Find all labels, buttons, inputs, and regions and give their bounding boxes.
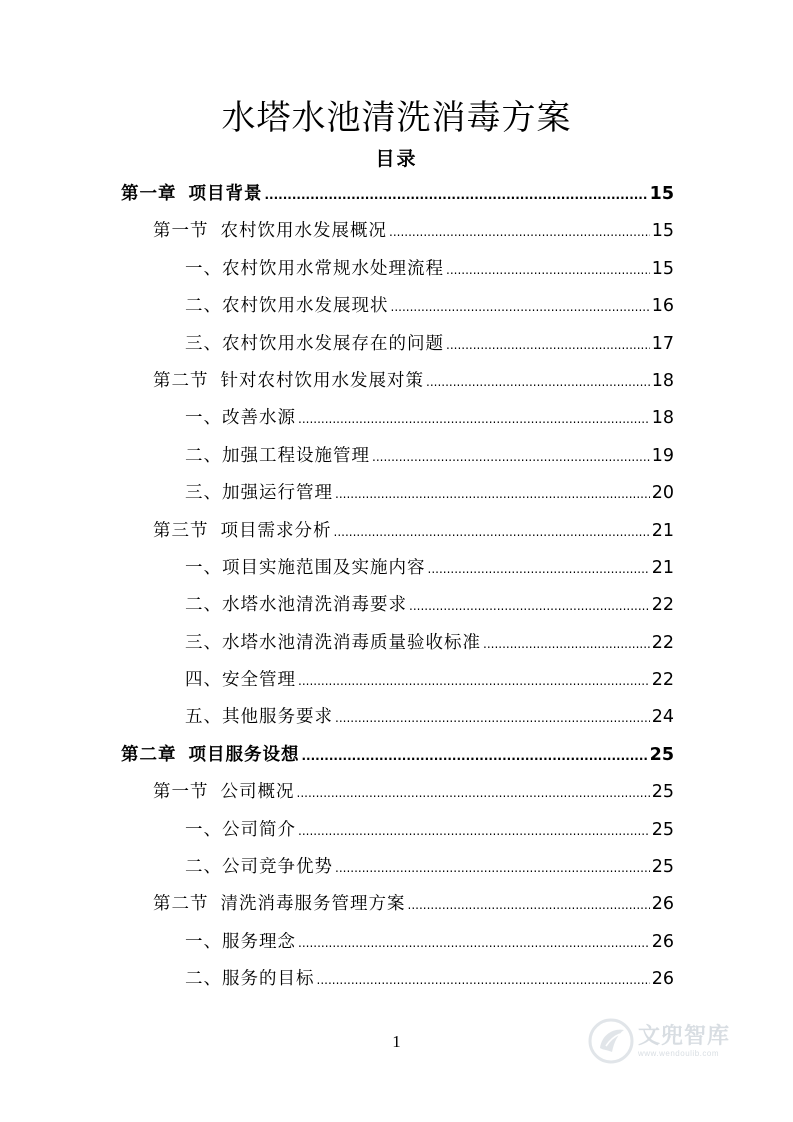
toc-entry-prefix: 二、	[185, 969, 222, 990]
toc-entry[interactable]	[121, 326, 674, 363]
toc-entry[interactable]	[121, 587, 674, 624]
toc-entry-page: 25	[651, 782, 674, 803]
toc-entry-page: 26	[651, 931, 674, 952]
toc-entry[interactable]	[121, 363, 674, 400]
toc-heading: 目录	[375, 148, 418, 170]
toc-entry-page: 18	[651, 408, 674, 429]
toc-dot-leader	[335, 475, 650, 513]
watermark-url: www.wendoulib.com	[638, 1048, 719, 1058]
toc-entry-prefix: 一、	[185, 557, 222, 578]
toc-entry[interactable]	[121, 737, 674, 774]
toc-dot-leader	[428, 550, 650, 588]
toc-entry-label	[121, 176, 263, 213]
toc-dot-leader	[317, 961, 650, 999]
toc-entry-prefix: 第二节	[153, 894, 209, 915]
toc-entry-prefix: 二、	[185, 296, 222, 317]
toc-entry-page: 18	[651, 370, 674, 391]
toc-entry-page: 21	[651, 520, 674, 541]
toc-entry-label	[185, 662, 296, 699]
toc-entry[interactable]	[121, 625, 674, 662]
toc-entry[interactable]	[121, 213, 674, 250]
toc-entry-page: 20	[651, 483, 674, 504]
toc-entry-title: 农村饮用水发展存在的问题	[222, 333, 444, 354]
toc-entry-label	[185, 475, 333, 512]
toc-dot-leader	[297, 774, 650, 812]
toc-entry-label	[185, 587, 407, 624]
toc-entry-prefix: 二、	[185, 595, 222, 616]
toc-entry[interactable]	[121, 961, 674, 998]
toc-entry-title: 服务的目标	[222, 969, 315, 990]
toc-entry-title: 公司概况	[220, 782, 295, 803]
toc-entry[interactable]	[121, 288, 674, 325]
toc-dot-leader	[335, 849, 650, 887]
toc-entry-label	[185, 438, 370, 475]
toc-entry[interactable]	[121, 475, 674, 512]
toc-entry-prefix: 四、	[185, 670, 222, 691]
toc-dot-leader	[372, 438, 650, 476]
toc-dot-leader	[483, 625, 650, 663]
toc-entry-page: 22	[651, 595, 674, 616]
toc-dot-leader	[391, 288, 650, 326]
toc-entry[interactable]	[121, 550, 674, 587]
toc-entry-title: 其他服务要求	[222, 707, 333, 728]
toc-entry-label	[185, 400, 296, 437]
toc-entry-prefix: 一、	[185, 408, 222, 429]
toc-entry-prefix: 第二节	[153, 370, 209, 391]
toc-entry-page: 15	[649, 184, 674, 204]
toc-entry[interactable]	[121, 699, 674, 736]
toc-entry-page: 17	[651, 333, 674, 354]
toc-entry-prefix: 二、	[185, 445, 222, 466]
toc-entry-page: 26	[651, 969, 674, 990]
toc-dot-leader	[389, 213, 650, 251]
toc-entry[interactable]	[121, 513, 674, 550]
toc-entry-prefix: 第一章	[121, 184, 177, 204]
toc-entry-title: 项目需求分析	[220, 520, 332, 541]
toc-entry[interactable]	[121, 400, 674, 437]
toc-entry-prefix: 第三节	[153, 520, 209, 541]
toc-entry-label	[185, 699, 333, 736]
toc-entry-title: 农村饮用水发展现状	[222, 296, 389, 317]
toc-entry-page: 15	[651, 221, 674, 242]
toc-entry-page: 22	[651, 670, 674, 691]
toc-entry-label	[185, 288, 389, 325]
watermark	[588, 1018, 730, 1064]
toc-entry-label	[185, 812, 296, 849]
toc-entry-label	[153, 886, 406, 923]
toc-dot-leader	[265, 176, 648, 214]
toc-entry-label	[153, 213, 387, 250]
toc-entry-title: 项目背景	[188, 184, 263, 204]
toc-dot-leader	[298, 400, 650, 438]
toc-entry-prefix: 一、	[185, 819, 222, 840]
toc-entry-page: 16	[651, 296, 674, 317]
toc-entry-title: 水塔水池清洗消毒质量验收标准	[222, 632, 481, 653]
table-of-contents	[121, 176, 674, 999]
toc-entry-title: 改善水源	[222, 408, 296, 429]
toc-entry[interactable]	[121, 849, 674, 886]
toc-entry[interactable]	[121, 438, 674, 475]
watermark-name: 文兜智库	[638, 1023, 731, 1049]
toc-entry-prefix: 三、	[185, 632, 222, 653]
toc-entry-label	[153, 513, 332, 550]
toc-dot-leader	[335, 699, 650, 737]
toc-entry-title: 项目服务设想	[188, 744, 300, 765]
toc-entry-title: 针对农村饮用水发展对策	[220, 370, 424, 391]
toc-entry-title: 服务理念	[222, 931, 296, 952]
toc-dot-leader	[334, 513, 650, 551]
toc-entry-page: 21	[651, 557, 674, 578]
toc-entry-label	[153, 774, 295, 811]
toc-entry[interactable]	[121, 774, 674, 811]
toc-entry-page: 15	[651, 258, 674, 279]
toc-entry-label	[185, 625, 481, 662]
toc-entry-page: 24	[651, 707, 674, 728]
toc-entry-page: 25	[651, 819, 674, 840]
toc-entry-label	[185, 251, 444, 288]
toc-entry-label	[185, 849, 333, 886]
toc-entry-label	[153, 363, 424, 400]
toc-entry-label	[185, 961, 315, 998]
toc-entry-prefix: 五、	[185, 707, 222, 728]
toc-dot-leader	[446, 251, 650, 289]
toc-dot-leader	[446, 326, 650, 364]
toc-entry-label	[185, 924, 296, 961]
toc-entry-title: 水塔水池清洗消毒要求	[222, 595, 407, 616]
toc-entry-prefix: 三、	[185, 333, 222, 354]
leaf-swirl-logo-icon	[588, 1018, 634, 1064]
toc-entry-prefix: 三、	[185, 483, 222, 504]
toc-entry-title: 加强工程设施管理	[222, 445, 370, 466]
toc-entry-page: 25	[651, 857, 674, 878]
toc-dot-leader	[298, 812, 650, 850]
toc-entry[interactable]	[121, 886, 674, 923]
document-title: 水塔水池清洗消毒方案	[221, 98, 572, 138]
toc-entry[interactable]	[121, 176, 674, 213]
toc-entry-title: 农村饮用水发展概况	[220, 221, 387, 242]
toc-entry-prefix: 二、	[185, 857, 222, 878]
toc-dot-leader	[302, 737, 648, 775]
toc-entry-label	[185, 550, 426, 587]
toc-dot-leader	[409, 587, 650, 625]
toc-entry-title: 农村饮用水常规水处理流程	[222, 258, 444, 279]
toc-entry-title: 项目实施范围及实施内容	[222, 557, 426, 578]
toc-entry-page: 25	[649, 744, 674, 765]
toc-entry[interactable]	[121, 251, 674, 288]
toc-dot-leader	[298, 662, 650, 700]
toc-entry-page: 22	[651, 632, 674, 653]
toc-entry-title: 公司竞争优势	[222, 857, 333, 878]
toc-entry-label	[121, 737, 300, 774]
toc-entry-title: 公司简介	[222, 819, 296, 840]
toc-dot-leader	[426, 363, 650, 401]
toc-entry-prefix: 第一节	[153, 782, 209, 803]
toc-entry-page: 19	[651, 445, 674, 466]
page-number: 1	[392, 1032, 401, 1051]
toc-entry-label	[185, 326, 444, 363]
toc-entry-title: 加强运行管理	[222, 483, 333, 504]
toc-entry-title: 清洗消毒服务管理方案	[220, 894, 406, 915]
toc-dot-leader	[298, 924, 650, 962]
toc-entry[interactable]	[121, 662, 674, 699]
toc-entry[interactable]	[121, 924, 674, 961]
toc-entry-page: 26	[651, 894, 674, 915]
toc-entry-title: 安全管理	[222, 670, 296, 691]
toc-entry-prefix: 一、	[185, 931, 222, 952]
toc-entry-prefix: 第二章	[121, 744, 177, 765]
toc-entry[interactable]	[121, 812, 674, 849]
toc-entry-prefix: 一、	[185, 258, 222, 279]
toc-dot-leader	[408, 886, 650, 924]
toc-entry-prefix: 第一节	[153, 221, 209, 242]
